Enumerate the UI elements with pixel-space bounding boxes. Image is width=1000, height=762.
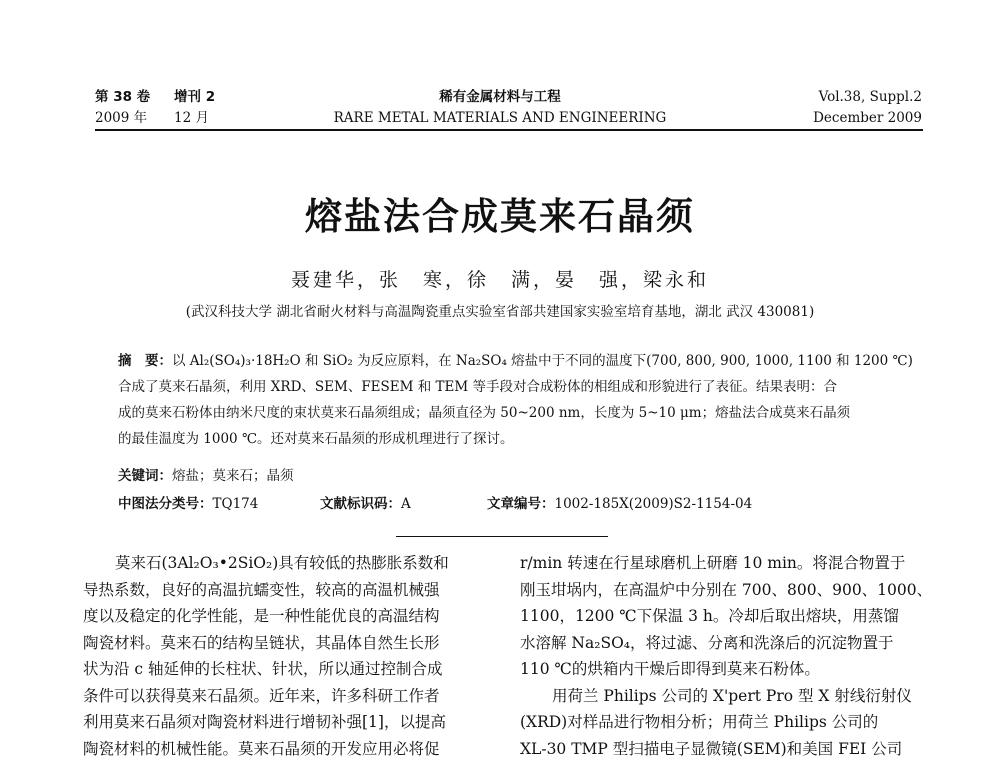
doc-code-label: 文献标识码： (320, 496, 401, 512)
left-column (83, 550, 488, 762)
keywords-line (118, 466, 294, 486)
author-list: 聂建华，张 寒，徐 满，晏 强，梁永和 (0, 265, 1000, 292)
abstract-line-3: 成的莫来石粉体由纳米尺度的束状莫来石晶须组成；晶须直径为 50~200 nm，长度为 5~10 μm；熔盐法合成莫来石晶须 (118, 403, 890, 423)
left-line: 利用莫来石晶须对陶瓷材料进行增韧补强[1]，以提高 (83, 709, 488, 736)
keywords-label: 关键词： (118, 468, 172, 484)
article-number-value: 1002-185X(2009)S2-1154-04 (555, 496, 753, 512)
abstract-line-1 (118, 351, 890, 371)
left-line: 陶瓷材料。莫来石的结构呈链状，其晶体自然生长形 (83, 630, 488, 657)
clc-value: TQ174 (213, 496, 259, 512)
left-line: 导热系数，良好的高温抗蠕变性，较高的高温机械强 (83, 577, 488, 604)
journal-title-cn: 稀有金属材料与工程 (0, 88, 1000, 107)
journal-title-en: RARE METAL MATERIALS AND ENGINEERING (0, 109, 1000, 128)
right-column (520, 550, 925, 762)
issue-label: 增刊 2 (174, 88, 215, 107)
right-line: 刚玉坩埚内，在高温炉中分别在 700、800、900、1000、 (520, 577, 925, 604)
left-line: 度以及稳定的化学性能，是一种性能优良的高温结构 (83, 603, 488, 630)
doc-code-value: A (401, 496, 411, 512)
clc-line (118, 494, 258, 514)
right-line: 1100，1200 ℃下保温 3 h。冷却后取出熔块，用蒸馏 (520, 603, 925, 630)
right-line: r/min 转速在行星球磨机上研磨 10 min。将混合物置于 (520, 550, 925, 577)
article-number-label: 文章编号： (487, 496, 555, 512)
volume-en: Vol.38, Suppl.2 (819, 88, 922, 107)
article-number-line (487, 494, 752, 514)
doc-code-line (320, 494, 411, 514)
abstract-line-4: 的最佳温度为 1000 ℃。还对莫来石晶须的形成机理进行了探讨。 (118, 429, 890, 449)
left-line: 条件可以获得莫来石晶须。近年来，许多科研工作者 (83, 683, 488, 710)
date-en: December 2009 (813, 109, 922, 128)
volume-label: 第 38 卷 (95, 88, 150, 107)
clc-label: 中图法分类号： (118, 496, 213, 512)
abstract-text-1: 以 Al₂(SO₄)₃·18H₂O 和 SiO₂ 为反应原料，在 Na₂SO₄ 熔盐中于不同的温度下(700, 800, 900, 1000, 1100 和 1200 ℃) (172, 353, 913, 369)
month-label: 12 月 (174, 109, 209, 128)
left-line: 陶瓷材料的机械性能。莫来石晶须的开发应用必将促 (83, 736, 488, 762)
right-line: 110 ℃的烘箱内干燥后即得到莫来石粉体。 (520, 656, 925, 683)
right-line: XL-30 TMP 型扫描电子显微镜(SEM)和美国 FEI 公司 (520, 736, 925, 762)
abstract-line-2: 合成了莫来石晶须，利用 XRD、SEM、FESEM 和 TEM 等手段对合成粉体的相组成和形貌进行了表征。结果表明：合 (118, 377, 890, 397)
right-line: 用荷兰 Philips 公司的 X'pert Pro 型 X 射线衍射仪 (520, 683, 925, 710)
abstract-label: 摘 要： (118, 353, 172, 369)
left-line: 莫来石(3Al₂O₃•2SiO₂)具有较低的热膨胀系数和 (83, 550, 488, 577)
affiliation: (武汉科技大学 湖北省耐火材料与高温陶瓷重点实验室省部共建国家实验室培育基地，湖北 武汉 430081) (0, 300, 1000, 320)
right-line: 水溶解 Na₂SO₄，将过滤、分离和洗涤后的沉淀物置于 (520, 630, 925, 657)
left-line: 状为沿 c 轴延伸的长柱状、针状，所以通过控制合成 (83, 656, 488, 683)
section-divider (396, 536, 608, 537)
paper-title: 熔盐法合成莫来石晶须 (0, 186, 1000, 240)
keywords-value: 熔盐；莫来石；晶须 (172, 468, 294, 484)
header-rule (95, 129, 923, 131)
year-label: 2009 年 (95, 109, 147, 128)
right-line: (XRD)对样品进行物相分析；用荷兰 Philips 公司的 (520, 709, 925, 736)
